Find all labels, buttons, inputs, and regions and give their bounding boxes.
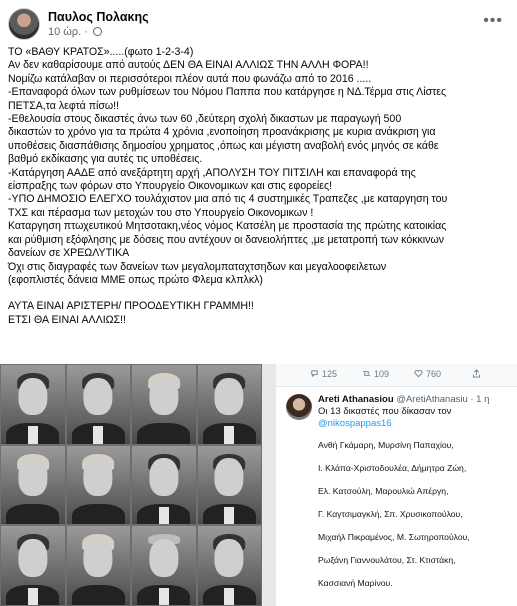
retweet-count-value: 109 — [374, 369, 390, 379]
post-line: -ΥΠΟ ΔΗΜΟΣΙΟ ΕΛΕΓΧΟ τουλάχιστον μια από τις 4 συστημικές Τραπεζες ,με καταργηση του — [8, 193, 448, 206]
reply-icon — [310, 369, 319, 378]
judges-photo-collage[interactable] — [0, 364, 262, 606]
globe-icon — [93, 27, 102, 36]
judges-line: Ι. Κλάπα-Χριστοδουλέα, Δήμητρα Ζώη, — [318, 463, 467, 473]
judges-line: Ρωξάνη Γιαννουλάτου, Στ. Κτιστάκη, — [318, 555, 456, 565]
post-line: δανείων σε ΧΡΕΩΛΥΤΙΚΑ — [8, 247, 130, 260]
portrait-photo — [67, 365, 131, 444]
paragraph-gap — [8, 287, 508, 300]
post-line: (εφοπλιστές δάνεια ΜΜΕ οπως πρώτο Φλεμα κλπλκλ) — [8, 273, 263, 286]
post-line: -Κατάργηση ΑΑΔΕ από ανεξάρτητη αρχή ,ΑΠΟΛΥΣΗ ΤΟΥ ΠΙΤΣΙΛΗ και επαναφορά της — [8, 166, 416, 179]
post-media[interactable] — [0, 364, 517, 606]
portrait-photo — [198, 365, 262, 444]
tweet-avatar — [286, 394, 312, 420]
author-name[interactable]: Παυλος Πολακης — [48, 10, 149, 24]
judges-line: Ανθή Γκάμαρη, Μυρσίνη Παπαχίου, — [318, 440, 454, 450]
like-count — [414, 369, 441, 379]
post-line: δικαστών το χρόνο για τα πρώτα 4 χρόνια ,ενοποίηση προανάκρισης με κυρια ανάκριση για — [8, 126, 436, 139]
judges-line: Κασσιανή Μαρίνου. — [318, 578, 393, 588]
post-line: Καταργηση πτωχευτικού Μητσοτακη,νέος νόμος Κατσέλη με προστασία της πρώτης κατοικίας — [8, 220, 447, 233]
post-text — [8, 46, 508, 327]
tweet-text-line: Οι 13 δικαστές που δίκασαν τον — [318, 406, 452, 417]
tweet-action-bar — [276, 364, 517, 387]
portrait-photo — [198, 526, 262, 605]
post-line: -Εθελουσία στους δικαστές άνω των 60 ,δεύτερη σχολή δικαστων με παραγωγή 500 — [8, 113, 402, 126]
tweet-body — [276, 387, 517, 606]
judges-line: Μιχαήλ Πικραμένος, Μ. Σωτηροπούλου, — [318, 532, 470, 542]
post-line: Όχι στις διαγραφές των δανείων των μεγαλομπαταχτσηδων και μεγαλοοφειλετων — [8, 260, 387, 273]
post-time[interactable]: 10 ώρ. · — [48, 26, 91, 38]
post-header — [8, 8, 509, 40]
reply-count-value: 125 — [322, 369, 338, 379]
tweet-mention-link[interactable]: @nikospappas16 — [318, 418, 392, 429]
portrait-photo — [1, 446, 65, 525]
post-line: -Επαναφορά όλων των ρυθμίσεων του Νόμου Παππα που κατάργησε η ΝΔ.Τέρμα στις Λίστες — [8, 86, 447, 99]
tweet-screenshot[interactable] — [276, 364, 517, 606]
tweet-judges-list — [318, 439, 513, 600]
closing-line: ΑΥΤΑ ΕΙΝΑΙ ΑΡΙΣΤΕΡΗ/ ΠΡΟΟΔΕΥΤΙΚΗ ΓΡΑΜΜΗ!! — [8, 300, 254, 313]
post-line: είσπραξης των φόρων στο Υπουργείο Οικονομικων και στις εφορείες! — [8, 180, 333, 193]
author-avatar[interactable] — [8, 8, 40, 40]
judges-line: Γ. Καγτσιμαγκλή, Σπ. Χρυσικοπούλου, — [318, 509, 463, 519]
post-line: βαθμό εκδίκασης για αυτές τις υποθέσεις. — [8, 153, 203, 166]
judges-line: Ελ. Κατσούλη, Μαρουλιώ Απέργη, — [318, 486, 449, 496]
post-meta — [48, 26, 102, 38]
post-line: ΤΟ «ΒΑΘΥ ΚΡΑΤΟΣ».....(φωτο 1-2-3-4) — [8, 46, 194, 58]
more-options-button[interactable]: ••• — [483, 12, 503, 29]
portrait-photo — [1, 526, 65, 605]
post-line: ΤΧΣ και πέρασμα των μετοχών του στο Υπουργείο Οικονομικων ! — [8, 206, 314, 219]
tweet-author — [318, 394, 489, 405]
reply-count — [310, 369, 337, 379]
portrait-photo — [132, 526, 196, 605]
portrait-photo — [132, 365, 196, 444]
post-line: ΠΕΤΣΑ,τα λεφτά πίσω!! — [8, 99, 120, 112]
portrait-photo — [67, 446, 131, 525]
like-count-value: 760 — [426, 369, 442, 379]
tweet-author-name: Areti Athanasiou — [318, 394, 394, 405]
portrait-photo — [198, 446, 262, 525]
heart-icon — [414, 369, 423, 378]
share-action — [472, 369, 484, 379]
retweet-icon — [362, 369, 371, 378]
tweet-handle: @AretiAthanasiu · 1 η — [396, 394, 490, 405]
retweet-count — [362, 369, 389, 379]
post-line: και ρύθμιση εξόφλησης με δόσεις που αντέχουν οι δανειολήπτες ,με μετατροπή των κόκκινων — [8, 233, 445, 246]
share-icon — [472, 369, 481, 378]
closing-line: ΕΤΣΙ ΘΑ ΕΙΝΑΙ ΑΛΛΙΩΣ!! — [8, 313, 126, 326]
post-line: υποθέσεις διασπάθισης δημοσίου χρηματος ,όπως και μέγιστη αναβολή ενός μηνός σε κάθε — [8, 139, 439, 152]
post-line: Αν δεν καθαρίσουμε από αυτούς ΔΕΝ ΘΑ ΕΙΝΑΙ ΑΛΛΙΩΣ ΤΗΝ ΑΛΛΗ ΦΟΡΑ!! — [8, 59, 369, 72]
post-line: Νομίζω κατάλαβαν οι περισσότεροι πλέον αυτά που φωνάζω από το 2016 ..... — [8, 72, 372, 85]
portrait-photo — [1, 365, 65, 444]
portrait-photo — [67, 526, 131, 605]
portrait-photo — [132, 446, 196, 525]
